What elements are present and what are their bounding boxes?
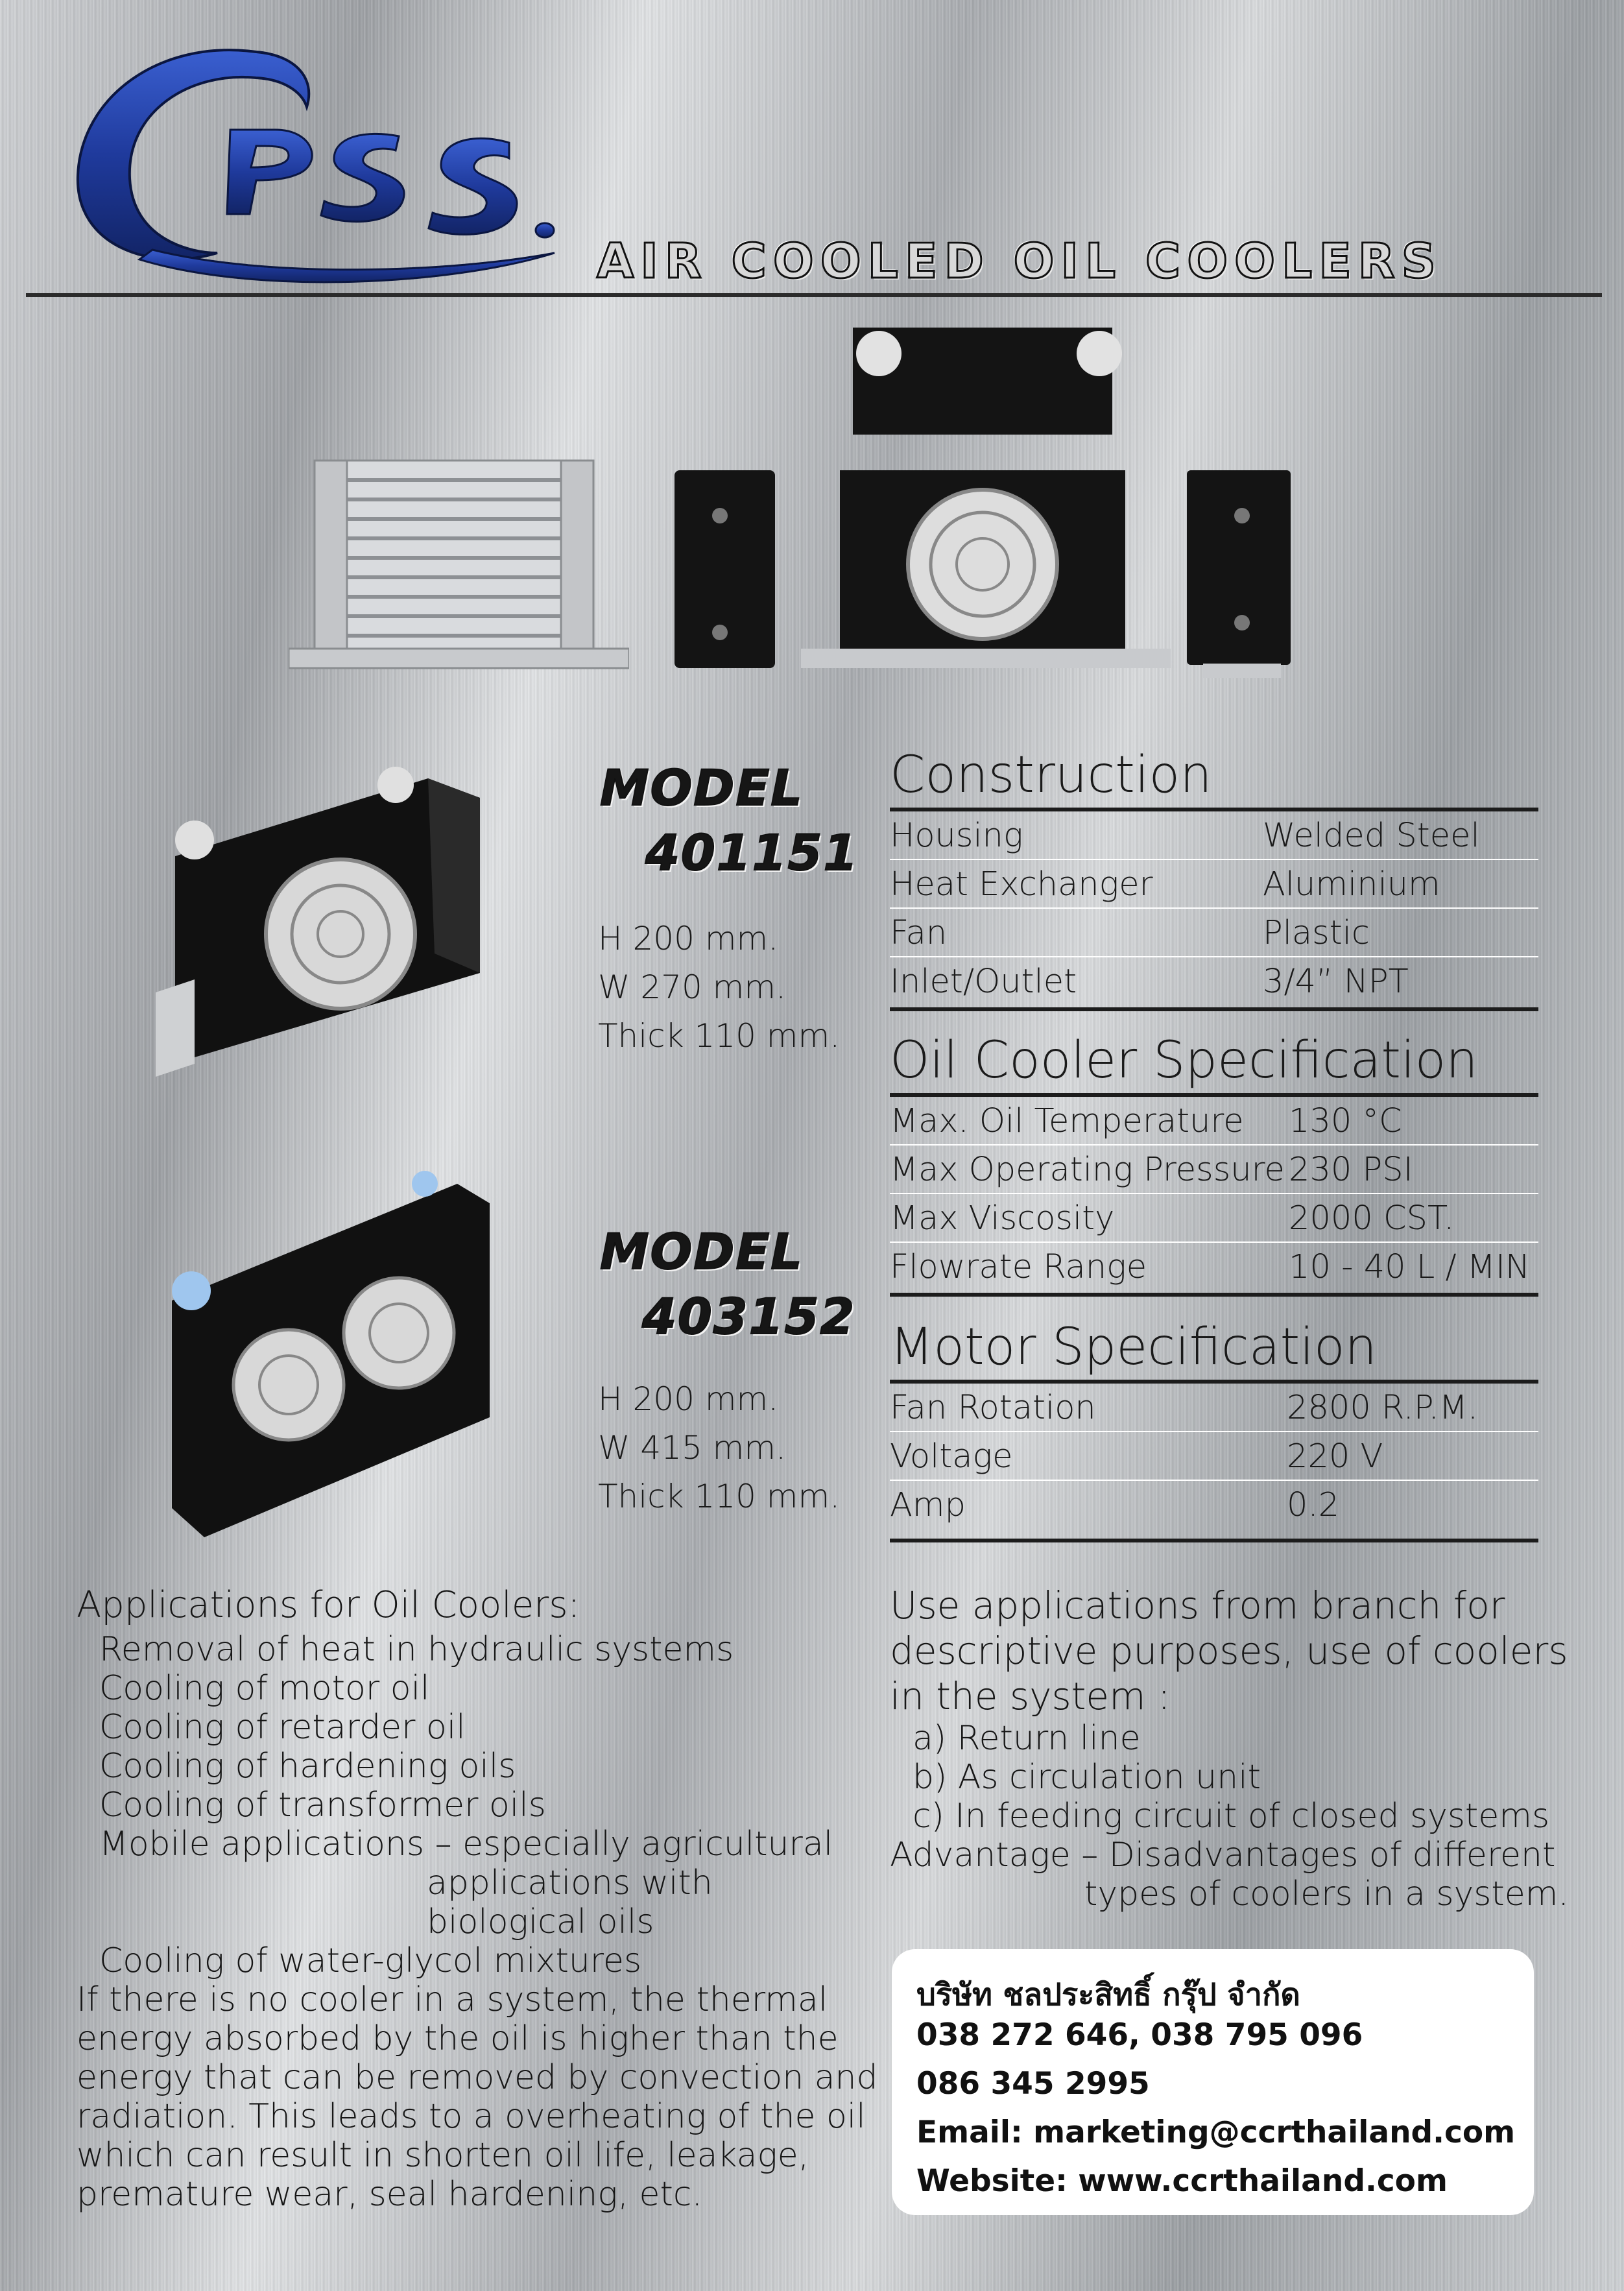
model-1-label: MODEL — [600, 759, 804, 817]
spec-name: Max Operating Pressure — [890, 1151, 1285, 1189]
spec-value: 230 PSI — [1289, 1151, 1413, 1189]
spec-name: Max Viscosity — [890, 1199, 1115, 1238]
mobile-number: 086 345 2995 — [916, 2066, 1150, 2102]
construction-section — [890, 746, 1538, 1044]
list-item-continuation: applications with — [427, 1864, 713, 1902]
spec-row — [890, 1097, 1538, 1146]
motor-spec-rule-bottom — [890, 1539, 1538, 1542]
motor-spec-title: Motor Specification — [890, 1318, 1377, 1376]
usage-item: b) As circulation unit — [913, 1758, 1261, 1797]
spec-row — [890, 1146, 1538, 1194]
advantage-line: Advantage – Disadvantages of different — [890, 1836, 1556, 1875]
spec-name: Amp — [890, 1486, 966, 1524]
list-item: Removal of heat in hydraulic systems — [99, 1630, 734, 1669]
paragraph-line: which can result in shorten oil life, leakage, — [77, 2136, 809, 2175]
usage-section — [890, 1583, 1571, 1933]
oil-spec-title: Oil Cooler Specification — [890, 1031, 1478, 1090]
spec-name: Voltage — [890, 1437, 1013, 1476]
contact-box — [892, 1949, 1534, 2215]
spec-row — [890, 1384, 1538, 1432]
spec-row — [890, 957, 1538, 1006]
spec-row — [890, 811, 1538, 860]
model-401151-photo — [130, 759, 493, 1077]
construction-rule-bottom — [890, 1007, 1538, 1011]
spec-value: 130 °C — [1289, 1102, 1402, 1140]
applications-heading: Applications for Oil Coolers: — [77, 1584, 580, 1626]
spec-row — [890, 909, 1538, 957]
cooler-rear-photo — [1184, 470, 1294, 678]
list-item: Cooling of water-glycol mixtures — [99, 1941, 642, 1980]
spec-value: 2000 CST. — [1289, 1199, 1455, 1238]
motor-spec-section — [890, 1318, 1538, 1552]
paragraph-line: radiation. This leads to a overheating of the oil — [77, 2097, 866, 2136]
model-2-width: W 415 mm. — [598, 1429, 786, 1467]
model-2-label: MODEL — [600, 1223, 804, 1280]
spec-value: 2800 R.P.M. — [1287, 1389, 1479, 1427]
construction-title: Construction — [890, 746, 1212, 804]
spec-row — [890, 1243, 1538, 1291]
model-2-number: 403152 — [642, 1288, 856, 1345]
cooler-side-photo — [671, 470, 778, 668]
list-item: Cooling of hardening oils — [99, 1747, 516, 1786]
website-link[interactable]: Website: www.ccrthailand.com — [916, 2163, 1448, 2199]
spec-value: Aluminium — [1263, 865, 1440, 904]
list-item: Mobile applications – especially agricultural — [99, 1825, 833, 1864]
paragraph-line: energy that can be removed by convection and — [77, 2058, 878, 2097]
paragraph-line: If there is no cooler in a system, the thermal — [77, 1980, 828, 2019]
list-item: Cooling of retarder oil — [99, 1708, 466, 1747]
spec-row — [890, 1194, 1538, 1243]
spec-row — [890, 1432, 1538, 1481]
applications-section — [77, 1584, 878, 2222]
model-2-height: H 200 mm. — [598, 1380, 779, 1418]
spec-value: Welded Steel — [1263, 817, 1480, 855]
phone-numbers: 038 272 646, 038 795 096 — [916, 2017, 1363, 2053]
spec-row — [890, 860, 1538, 909]
email-link[interactable]: Email: marketing@ccrthailand.com — [916, 2115, 1516, 2150]
spec-value: 3/4” NPT — [1263, 963, 1409, 1001]
list-item-continuation: biological oils — [427, 1902, 654, 1941]
page-title: AIR COOLED OIL COOLERS — [597, 234, 1443, 289]
spec-name: Housing — [890, 817, 1023, 855]
paragraph-line: energy absorbed by the oil is higher than the — [77, 2019, 839, 2058]
model-1-height: H 200 mm. — [598, 920, 779, 957]
usage-item: a) Return line — [913, 1719, 1141, 1758]
model-1-thick: Thick 110 mm. — [598, 1017, 841, 1055]
oil-spec-section — [890, 1031, 1538, 1310]
model-2-thick: Thick 110 mm. — [598, 1478, 841, 1515]
usage-item: c) In feeding circuit of closed systems — [913, 1797, 1550, 1836]
spec-name: Flowrate Range — [890, 1248, 1147, 1286]
oil-spec-rule-bottom — [890, 1293, 1538, 1297]
cooler-front-photo — [801, 328, 1171, 671]
usage-line: Use applications from branch for — [890, 1583, 1505, 1627]
spec-name: Heat Exchanger — [890, 865, 1153, 904]
list-item: Cooling of motor oil — [99, 1669, 430, 1708]
title-rule — [26, 293, 1602, 297]
spec-name: Fan — [890, 914, 948, 952]
spec-name: Fan Rotation — [890, 1389, 1096, 1427]
usage-line: in the system : — [890, 1674, 1171, 1718]
spec-name: Inlet/Outlet — [890, 963, 1077, 1001]
company-name: บริษัท ชลประสิทธิ์ กรุ๊ป จำกัด — [916, 1977, 1300, 2013]
cps-logo — [62, 39, 567, 285]
spec-row — [890, 1481, 1538, 1529]
cooler-core-photo — [289, 454, 629, 675]
model-1-number: 401151 — [645, 824, 859, 882]
paragraph-line: premature wear, seal hardening, etc. — [77, 2175, 703, 2214]
advantage-line: types of coolers in a system. — [1084, 1875, 1569, 1913]
model-403152-photo — [146, 1171, 496, 1541]
list-item: Cooling of transformer oils — [99, 1786, 546, 1825]
spec-value: Plastic — [1263, 914, 1370, 952]
model-1-width: W 270 mm. — [598, 968, 786, 1006]
spec-value: 10 - 40 L / MIN — [1289, 1248, 1531, 1286]
spec-name: Max. Oil Temperature — [890, 1102, 1244, 1140]
usage-line: descriptive purposes, use of coolers — [890, 1629, 1568, 1673]
spec-value: 0.2 — [1287, 1486, 1340, 1524]
spec-value: 220 V — [1287, 1437, 1383, 1476]
